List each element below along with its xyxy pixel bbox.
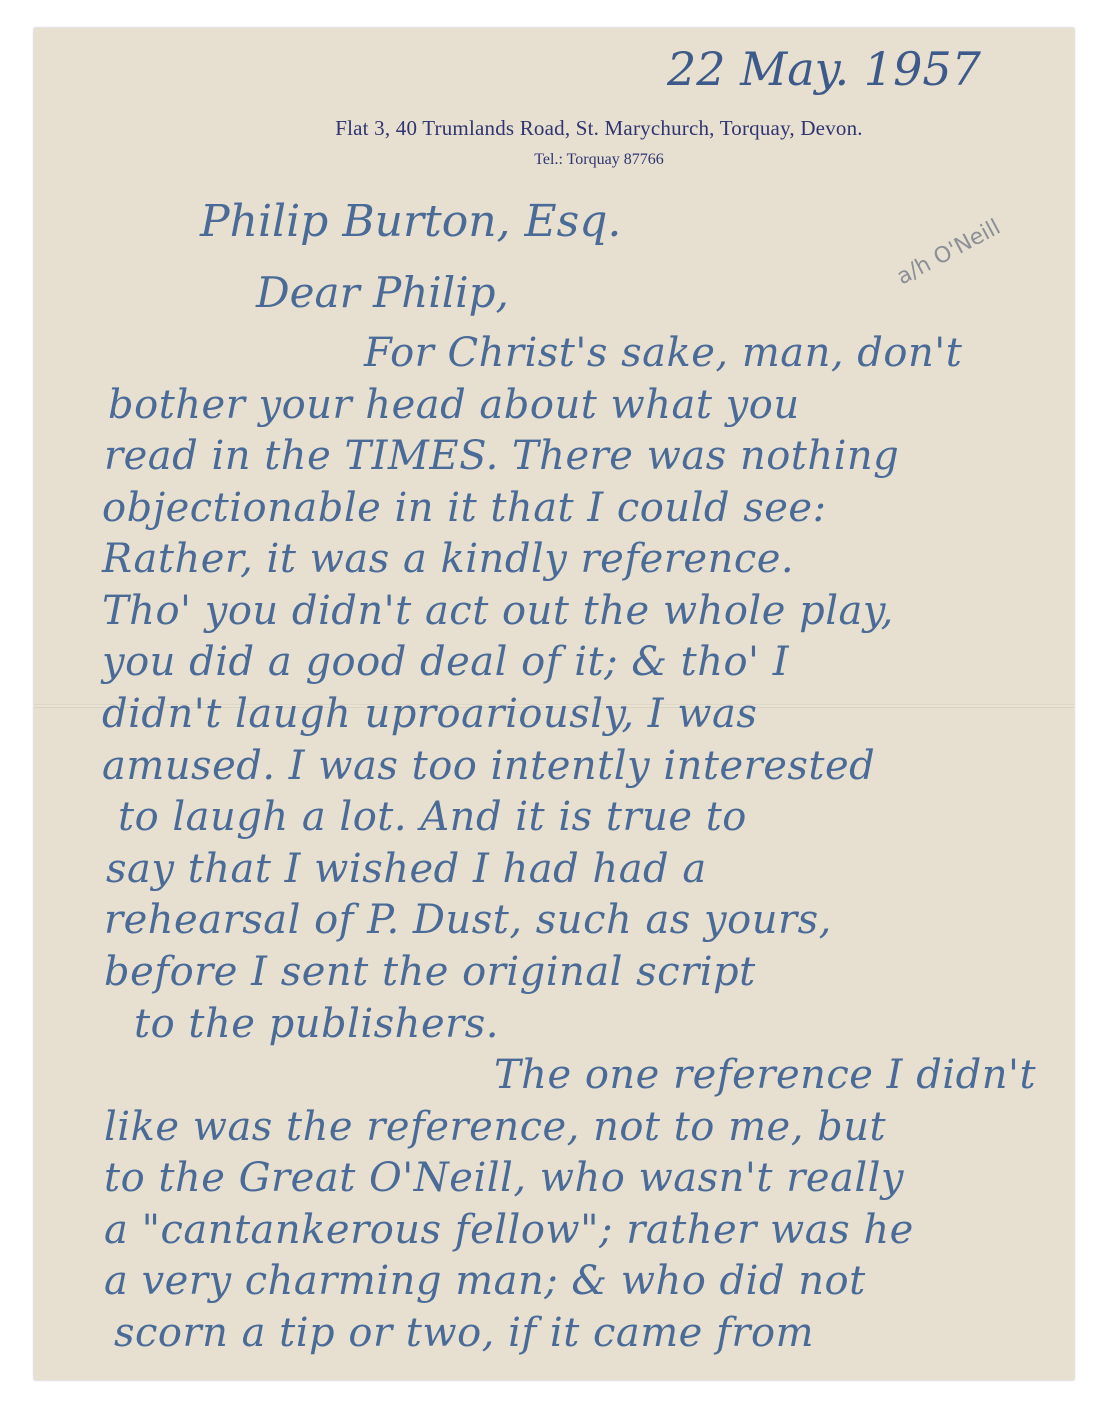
letter-date: 22 May. 1957	[667, 42, 981, 96]
body-line: rehearsal of P. Dust, such as yours,	[104, 897, 832, 944]
body-line: to laugh a lot. And it is true to	[118, 794, 747, 841]
body-line: read in the TIMES. There was nothing	[104, 433, 900, 480]
pencil-annotation: a/h O'Neill	[892, 214, 1005, 291]
recipient-line: Philip Burton, Esq.	[200, 196, 622, 247]
letterhead-address: Flat 3, 40 Trumlands Road, St. Marychurch, Torquay, Devon.	[335, 116, 863, 140]
body-line: bother your head about what you	[108, 381, 800, 428]
body-line: a very charming man; & who did not	[104, 1258, 866, 1305]
body-line: like was the reference, not to me, but	[104, 1103, 887, 1150]
body-line: to the Great O'Neill, who wasn't really	[104, 1155, 905, 1202]
body-line: a "cantankerous fellow"; rather was he	[104, 1206, 914, 1253]
letterhead	[34, 116, 1074, 169]
body-line: you did a good deal of it; & tho' I	[102, 639, 790, 686]
body-line: scorn a tip or two, if it came from	[114, 1310, 814, 1356]
body-line: before I sent the original script	[104, 948, 756, 995]
body-line: For Christ's sake, man, don't	[364, 330, 963, 376]
body-line: to the publishers.	[134, 1000, 499, 1047]
body-line: The one reference I didn't	[494, 1052, 1037, 1099]
body-line: amused. I was too intently interested	[102, 742, 876, 789]
letterhead-telephone: Tel.: Torquay 87766	[534, 151, 664, 168]
body-line: Tho' you didn't act out the whole play,	[102, 587, 894, 634]
greeting-line: Dear Philip,	[256, 268, 509, 317]
body-line: objectionable in it that I could see:	[102, 484, 827, 531]
body-line: didn't laugh uproariously, I was	[102, 691, 758, 738]
letter-sheet	[34, 28, 1074, 1380]
body-line: say that I wished I had had a	[106, 845, 707, 892]
body-line: Rather, it was a kindly reference.	[102, 536, 795, 583]
